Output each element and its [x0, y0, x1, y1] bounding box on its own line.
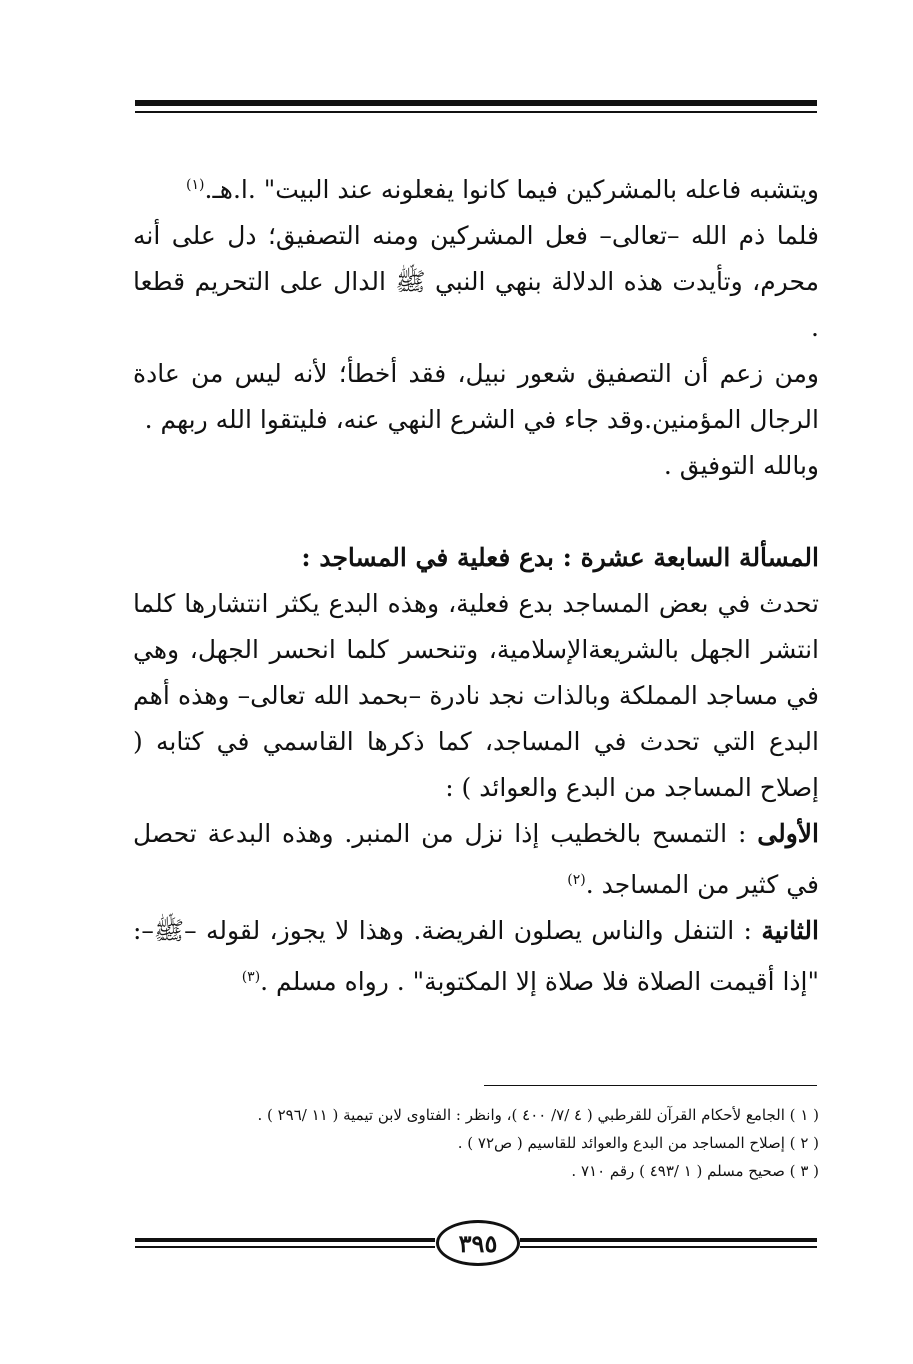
- item-label-first: الأولى: [757, 819, 819, 848]
- section-gap: [133, 489, 819, 535]
- paragraph-3: ومن زعم أن التصفيق شعور نبيل، فقد أخطأ؛ لأنه ليس من عادة الرجال المؤمنين.وقد جاء في الشرع النهي عنه، فليتقوا الله ربهم .: [133, 359, 819, 434]
- footnotes: [133, 1101, 819, 1185]
- paragraph-4: وبالله التوفيق .: [663, 451, 819, 480]
- footnote-2: ( ٢ ) إصلاح المساجد من البدع والعوائد للقاسيم ( ص٧٢ ) .: [457, 1134, 819, 1152]
- footnote-ref-3: (٣): [241, 969, 261, 985]
- footnote-ref-1: (١): [186, 177, 205, 193]
- footer-rule-right-thick: [520, 1238, 817, 1242]
- paragraph-1: ويتشبه فاعله بالمشركين فيما كانوا يفعلونه عند البيت" .ا.هـ.$^{(١)}$: [186, 175, 819, 204]
- paragraph-2: فلما ذم الله –تعالى– فعل المشركين ومنه التصفيق؛ دل على أنه محرم، وتأيدت هذه الدلالة بنهي النبي ﷺ الدال على التحريم قطعا .: [133, 221, 819, 342]
- footnote-rule: [484, 1085, 817, 1086]
- footer-rule-left-thin: [135, 1246, 435, 1248]
- footer-rule-left-thick: [135, 1238, 435, 1242]
- page-number: ٣٩٥: [436, 1220, 520, 1266]
- header-rule-thin: [135, 111, 817, 113]
- paragraph-5: تحدث في بعض المساجد بدع فعلية، وهذه البدع يكثر انتشارها كلما انتشر الجهل بالشريعةالإسلامية، وتنحسر كلما انحسر الجهل، وهي في مساجد المملكة وبالذات نجد نادرة –بحمد الله تعالى– وهذه أهم البدع التي تحدث في المساجد، كما ذكرها القاسمي في كتابه ( إصلاح المساجد من البدع والعوائد ) :: [133, 589, 819, 802]
- footnote-3: ( ٣ ) صحيح مسلم ( ١ /٤٩٣ ) رقم ٧١٠ .: [571, 1162, 819, 1180]
- footnote-1: ( ١ ) الجامع لأحكام القرآن للقرطبي ( ٤ /٧/ ٤٠٠ )، وانظر : الفتاوى لابن تيمية ( ١١ /٢٩٦ ) .: [257, 1106, 819, 1124]
- section-heading: المسألة السابعة عشرة : بدع فعلية في المساجد :: [301, 543, 819, 572]
- paragraph-6: الأولى : التمسح بالخطيب إذا نزل من المنبر. وهذه البدعة تحصل في كثير من المساجد .$^{(٢)}$: [133, 819, 819, 899]
- footnote-ref-2: (٢): [567, 872, 586, 888]
- header-rule-thick: [135, 100, 817, 106]
- paragraph-7: الثانية : التنفل والناس يصلون الفريضة. وهذا لا يجوز، لقوله –ﷺ–: "إذا أقيمت الصلاة فلا صلاة إلا المكتوبة" . رواه مسلم .$^{(٣)}$: [133, 916, 819, 996]
- body-text: [133, 162, 819, 1005]
- item-label-second: الثانية: [761, 916, 819, 945]
- footer-rule-right-thin: [520, 1246, 817, 1248]
